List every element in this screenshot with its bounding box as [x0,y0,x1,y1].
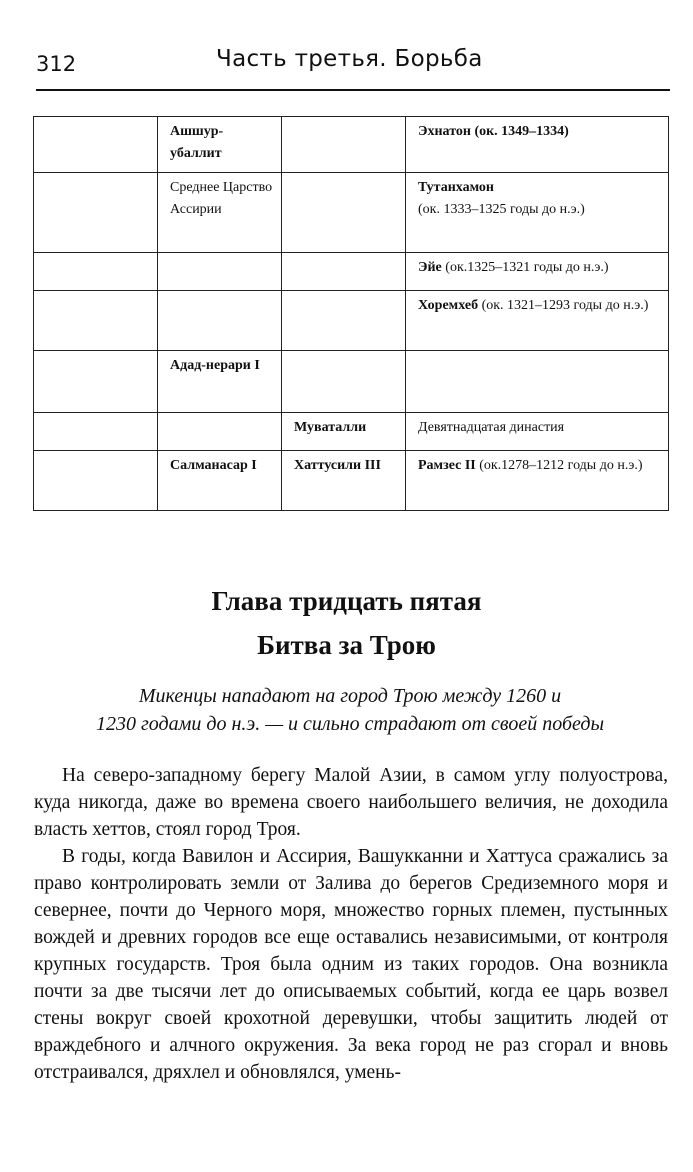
table-row [34,253,669,291]
table-cell: Среднее Царство Ассирии [158,173,282,253]
table-cell [34,413,158,451]
table-cell [282,253,406,291]
table-cell: Муваталли [282,413,406,451]
epigraph [60,682,640,738]
reign-dates: (ок. 1333–1325 годы до н.э.) [418,202,585,217]
reign-dates: (ок. 1321–1293 годы до н.э.) [478,298,649,313]
table-cell: Эхнатон (ок. 1349–1334) [406,117,669,173]
pharaoh-name: Хоремхеб [418,298,479,313]
table-cell [406,173,669,253]
table-row [34,117,669,173]
table-row [34,351,669,413]
epigraph-line: Микенцы нападают на город Трою между 1260 и [138,685,562,707]
table-cell [282,117,406,173]
table-cell [282,173,406,253]
table-cell: Ашшур-убаллит [158,117,282,173]
epigraph-line: 1230 годами до н.э. — и сильно страдают от своей победы [95,713,605,735]
table-cell: Адад-нерари I [158,351,282,413]
paragraph: На северо-западному берегу Малой Азии, в самом углу полуострова, куда никогда, даже во времена своего наибольшего величия, не доходила власть хеттов, стоял город Троя. [34,765,668,840]
table-cell [34,253,158,291]
table-row [34,451,669,511]
table-cell [406,351,669,413]
page-number: 312 [36,52,77,76]
reign-dates: (ок.1325–1321 годы до н.э.) [441,260,609,275]
table-cell: Салманасар I [158,451,282,511]
table-row [34,173,669,253]
page-header [36,44,670,90]
table-cell [34,451,158,511]
table-cell [158,253,282,291]
table-cell [158,291,282,351]
table-cell [282,351,406,413]
pharaoh-name: Рамзес II [418,458,476,473]
paragraph: В годы, когда Вавилон и Ассирия, Вашукканни и Хаттуса сражались за право контролировать земли от Залива до берегов Средиземного моря и севернее, почти до Черного моря, множество горных племен, пустынных вождей и древних городов все еще оставались независимыми, от контроля крупных государств. Троя была одним из таких городов. Она возникла почти за две тысячи лет до описываемых событий, когда ее царь возвел стены вокруг своей крохотной деревушки, чтобы защитить людей от враждебного и алчного окружения. За века город не раз сгорал и вновь отстраивался, дряхлел и обновлялся, умень- [34,846,668,1083]
running-title: Часть третья. Борьба [216,46,483,72]
table-cell [406,451,669,511]
chronology-table [33,116,669,511]
table-cell [34,173,158,253]
table-row [34,291,669,351]
chapter-number: Глава тридцать пятая [211,586,482,616]
pharaoh-name: Тутанхамон [418,180,494,195]
table-cell [34,351,158,413]
pharaoh-name: Эйе [418,260,442,275]
chapter-title: Битва за Трою [257,630,436,660]
table-cell [158,413,282,451]
table-cell [282,291,406,351]
table-cell [34,117,158,173]
table-cell: Девятнадцатая династия [406,413,669,451]
body-text [34,762,668,1086]
table-cell [406,253,669,291]
header-rule [36,89,670,91]
table-cell [34,291,158,351]
table-cell [406,291,669,351]
reign-dates: (ок.1278–1212 годы до н.э.) [475,458,643,473]
table-cell: Хаттусили III [282,451,406,511]
table-row [34,413,669,451]
